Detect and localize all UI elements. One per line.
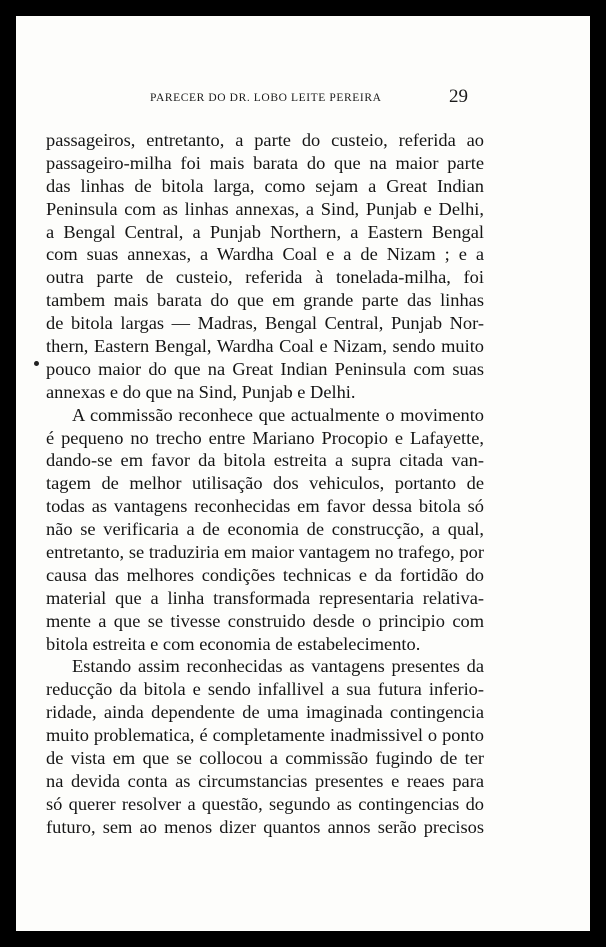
text-line: Estando assim reconhecidas as vantagens presentes da bbox=[72, 656, 484, 677]
text-line: passageiros, entretanto, a parte do custeio, referida ao bbox=[46, 130, 484, 150]
paragraph-2 bbox=[46, 404, 484, 656]
text-line: thern, Eastern Bengal, Wardha Coal e Nizam, sendo muito bbox=[46, 336, 484, 357]
text-line: todas as vantagens reconhecidas em favor dessa bitola só bbox=[46, 496, 484, 517]
text-line: tambem mais barata do que em grande parte das linhas bbox=[46, 290, 484, 311]
text-line: de bitola largas — Madras, Bengal Central, Punjab Nor- bbox=[46, 313, 484, 334]
body-text bbox=[46, 129, 484, 839]
text-line: passageiro-milha foi mais barata do que na maior parte bbox=[46, 152, 484, 173]
page-number: 29 bbox=[449, 86, 468, 107]
text-line: material que a linha transformada representaria relativa- bbox=[46, 587, 484, 608]
text-line: reducção da bitola e sendo infallivel a sua futura inferio- bbox=[46, 679, 484, 700]
text-line: mente a que se tivesse construido desde o principio com bbox=[46, 610, 484, 631]
text-line: é pequeno no trecho entre Mariano Procopio e Lafayette, bbox=[46, 427, 484, 448]
text-line: a Bengal Central, a Punjab Northern, a Eastern Bengal bbox=[46, 221, 484, 242]
text-line: bitola estreita e com economia de estabelecimento. bbox=[46, 633, 421, 654]
text-line: annexas e do que na Sind, Punjab e Delhi. bbox=[46, 381, 356, 402]
text-line: de vista em que se collocou a commissão fugindo de ter bbox=[46, 748, 484, 769]
text-line: só querer resolver a questão, segundo as contingencias do bbox=[46, 793, 484, 814]
text-line: das linhas de bitola larga, como sejam a Great Indian bbox=[46, 175, 484, 196]
text-line: Peninsula com as linhas annexas, a Sind, Punjab e Delhi, bbox=[46, 198, 484, 219]
text-line: tagem de melhor utilisação dos vehiculos, portanto de bbox=[46, 473, 484, 494]
text-line: muito problematica, é completamente inadmissivel o ponto bbox=[46, 725, 484, 746]
book-page bbox=[16, 16, 590, 931]
text-line: entretanto, se traduziria em maior vantagem no trafego, por bbox=[46, 542, 484, 563]
text-line: com suas annexas, a Wardha Coal e a de Nizam ; e a bbox=[46, 244, 484, 265]
text-line: outra parte de custeio, referida à tonelada-milha, foi bbox=[46, 267, 484, 288]
text-line: pouco maior do que na Great Indian Peninsula com suas bbox=[46, 358, 484, 379]
paragraph-1 bbox=[46, 129, 484, 404]
text-line: A commissão reconhece que actualmente o movimento bbox=[72, 404, 484, 425]
margin-mark bbox=[34, 361, 39, 366]
running-head: PARECER DO DR. LOBO LEITE PEREIRA bbox=[150, 92, 382, 104]
text-line: na devida conta as circumstancias presentes e reaes para bbox=[46, 770, 484, 791]
text-line: não se verificaria a de economia de construcção, a qual, bbox=[46, 519, 484, 540]
text-line: dando-se em favor da bitola estreita a supra citada van- bbox=[46, 450, 484, 471]
text-line: causa das melhores condições technicas e da fortidão do bbox=[46, 564, 484, 585]
text-line: ridade, ainda dependente de uma imaginada contingencia bbox=[46, 702, 484, 723]
paragraph-3 bbox=[46, 655, 484, 838]
text-line: futuro, sem ao menos dizer quantos annos serão precisos bbox=[46, 816, 484, 837]
